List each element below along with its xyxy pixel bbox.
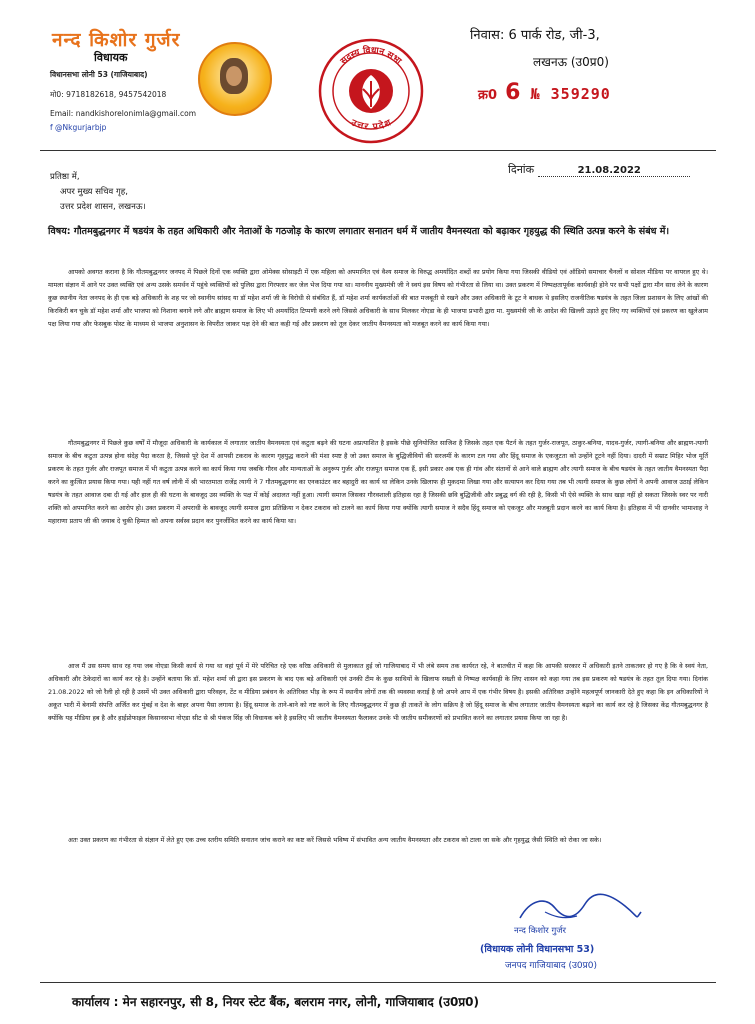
mla-portrait-logo: [198, 42, 272, 116]
recipient-block: [50, 170, 146, 215]
header-divider: [40, 150, 716, 151]
constituency: विधानसभा लोनी 53 (गाजियाबाद): [50, 70, 148, 79]
body-paragraph: गौतमबुद्धनगर में पिछले कुछ वर्षों में मौजूदा अधिकारी के कार्यकाल में लगातार जातीय वैमनस्यता एवं कटुता बढ़ने की घटना अप्रत्याशित है इसके पीछे सुनियोजित साजिश है जिसके तहत एक पैटर्न के तहत गुर्जर-राजपूत, ठाकुर-बनिया, यादव-गुर्जर, त्यागी-बनिया और ब्राह्मण-त्यागी समाज के बीच कटुता उत्पन्न होना संदेह पैदा करता है, जिससे पूरे देश में आपसी टकराव के कारण गृहयुद्ध कराने की मंशा स्पष्ट है जो उक्त समाज के बुद्धिजीवियों की सरजमीं के कारण टल गया और हिंदू समाज के एकजुटता को उन्होंने टूटने नहीं दिया। दादरी में सम्राट मिहिर भोज मूर्ति प्रकरण के तहत गुर्जर और राजपूत समाज में भी कटुता उत्पन्न करने का कार्य किया गया जबकि गौरव और मान्यताओं के अनुरूप गुर्जर और राजपूत समाज एक हैं, इसी प्रकार अब एक ही गांव और संतानों से आने वाले ब्राह्मण और त्यागी समाज के बीच षडयंत्र के तहत जातीय वैमनस्यता पैदा करने का कुत्सित प्रयास किया गया। यही नहीं गत वर्ष लोनी में श्री भारतमाता राजेंद्र त्यागी ने 7 गौतमबुद्धनगर का एनकाउंटर कर बहादुरी का कार्य था लेकिन उनके खिलाफ ही मुकदमा लिखा गया और सत्यापन कर दिया गया तब भी त्यागी समाज के कुछ लोगों ने अपनी आवाज उठाई लेकिन षडयंत्र के तहत आवाज दबा दी गई और हाल ही की घटना के बावजूद उस व्यक्ति के पक्ष में कोई अदालत नहीं हुआ। त्यागी समाज जिसका गौरवशाली इतिहास रहा है जिसकी छवि बुद्धिजीवी और प्रबुद्ध वर्ग की रही है, किसी भी ऐसे व्यक्ति के साथ खड़ा नहीं हो सकता जिसके स्वर पर नारी शक्ति को अपमानित करने का आरोप हो। उक्त प्रकरण में अपराधी के बावजूद त्यागी समाज द्वारा प्रतिक्रिया न देकर टकराव को टालने का कार्य किया गया क्योंकि त्यागी समाज ने सदैव हिंदू समाज को एकजुट और मजबूती प्रदान करने का कार्य किया है। इतिहास में भी दानवीर भामाशाह ने महाराणा प्रताप जी की जयाब दे चुकी हिम्मत को अपना सर्वस्व प्रदान कर पुनर्जीवित करने का कार्य किया था।: [48, 439, 708, 525]
email-address: Email: nandkishorelonimla@gmail.com: [50, 109, 197, 118]
seal-top-text: सदस्य विधान सभा: [338, 45, 403, 67]
social-handle: f @Nkgurjarbjp: [50, 123, 107, 132]
mobile-numbers: मो0: 9718182618, 9457542018: [50, 90, 167, 99]
body-paragraph: अतः उक्त प्रकरण का गंभीरता से संज्ञान में लेते हुए एक उच्च स्तरीय समिति सनातन जांच कराने का कष्ट करें जिससे भविष्य में संभावित अन्य जातीय वैमनस्यता और टकराव को टाला जा सके और गृहयुद्ध जैसी स्थिति को रोका जा सके।: [68, 836, 602, 844]
residence-address-line2: लखनऊ (उ0प्र0): [533, 55, 609, 69]
signature-name: नन्द किशोर गुर्जर: [514, 926, 567, 936]
svg-text:सदस्य विधान सभा: [338, 44, 403, 68]
portrait-face-icon: [220, 58, 248, 94]
serial-prefix: क्र0: [478, 88, 498, 103]
mla-name: नन्द किशोर गुर्जर: [52, 29, 181, 51]
date-value: 21.08.2022: [538, 165, 690, 177]
footer-divider: [40, 982, 716, 983]
residence-address-line1: निवास: 6 पार्क रोड, जी-3,: [470, 28, 600, 43]
date-block: [508, 162, 690, 177]
mla-role: विधायक: [94, 51, 128, 64]
signature-district: जनपद गाजियाबाद (उ0प्र0): [505, 961, 598, 971]
serial-series: 6: [505, 80, 521, 105]
serial-number: 359290: [550, 85, 611, 103]
signature-designation: (विधायक लोनी विधानसभा 53): [480, 944, 595, 955]
salutation: प्रतिष्ठा में,: [50, 172, 80, 182]
body-paragraph: आज मैं उस समय साथ रह गया जब नोएडा किसी कार्य से गया था वहां पूर्व में मेरे परिचित रहे एक वरिष्ठ अधिकारी से मुलाकात हुई जो गाजियाबाद में भी लंबे समय तक कार्यरत रहे, ने बातचीत में कहा कि आपकी सरकार में अधिकारी इतने ताकतवर हो गए है कि वे स्वयं नेता, अधिकारी और ठेकेदारों का कार्य कर रहे है। उन्होंने बताया कि डॉ. महेश शर्मा जी द्वारा इस प्रकरण के बाद एक बड़े अधिकारी एवं उनकी टीम के कुछ साथियों के खिलाफ सख्ती से निष्पक्ष कार्यवाही के लिए शासन को कहा गया तब इस प्रकरण को षडयंत्र के तहत तूल दिया गया। दिनांक 21.08.2022 को जो रैली हो रही है उसमें भी उक्त अधिकारी द्वारा परिवहन, टेंट व मीडिया प्रबंधन के अतिरिक्त भीड़ के रूप में स्थानीय लोगों तक की व्यवस्था कराई है जो अपने आप में एक गंभीर विषय है। इसकी अतिरिक्त उन्होंने महत्वपूर्ण जानकारी देते हुए कहा कि इन अधिकारियों ने अकूत भारी में बेनामी संपत्ति अर्जित कर मुंबई व देश के बाहर अपना पैसा लगाया है। हिंदू समाज के ताने-बाने को नष्ट करने के लिए गौतमबुद्धनगर में कुछ ही ताकतें के लोग सक्रिय है जो हिंदू समाज के बीच लगातार जातीय वैमनस्यता बढ़ाने का कार्य कर रहे है जिसका केंद्र गौतमबुद्धनगर है क्योंकि यह मीडिया हब है और हाईप्रोफाइल किसानसभा नोएडा सीट से श्री पंकज सिंह जी विधायक बने है इसलिए भी जातीय वैमनस्यता फैलाकर उनके भी जातीय समीकरणों को प्रभावित करने का लगातार प्रयास किया जा रहा है।: [48, 662, 708, 722]
office-address: कार्यालय : मेन सहारनपुर, सी 8, नियर स्टेट बैंक, बलराम नगर, लोनी, गाजियाबाद (उ0प्र0): [72, 995, 480, 1009]
recipient-title: अपर मुख्य सचिव गृह,: [60, 187, 128, 197]
recipient-office: उत्तर प्रदेश शासन, लखनऊ।: [60, 202, 146, 212]
vidhan-sabha-seal: [317, 37, 425, 145]
seal-bottom-text: उत्तर प्रदेश: [349, 118, 393, 133]
svg-text:उत्तर प्रदेश: [348, 118, 393, 133]
serial-number-block: [478, 80, 611, 105]
serial-mark: №: [530, 85, 541, 103]
date-label: दिनांक: [508, 163, 535, 176]
letter-subject: विषय: गौतमबुद्धनगर में षडयंत्र के तहत अधिकारी और नेताओं के गठजोड़ के कारण लगातार सनातन धर्म में जातीय वैमनस्यता को बढ़ाकर गृहयुद्ध की स्थिति उत्पन्न करने के संबंध में।: [48, 226, 670, 237]
body-paragraph: आपको अवगत कराना है कि गौतमबुद्धनगर जनपद में पिछले दिनों एक व्यक्ति द्वारा ओमेक्स सोसाइटी में एक महिला को अपमानित एवं वैश्य समाज के विरुद्ध अमर्यादित शब्दों का प्रयोग किया गया जिसकी वीडियो एवं ऑडियो समाचार चैनलों व सोशल मीडिया पर वायरल हुए थे। मामला संज्ञान में आने पर उक्त व्यक्ति एवं अन्य उसके समर्थन में पहुंचे व्यक्तियों को पुलिस द्वारा गिरफ्तार कर जेल भेज दिया गया था। माननीय मुख्यमंत्री जी ने स्वयं इस विषय को गंभीरता से लिया था। उक्त प्रकरण में निष्पक्षतापूर्वक कार्यवाही होने पर सभी पक्षों द्वारा मौन साध लेने के कारण कुछ स्थानीय नेता जनपद के ही एक बड़े अधिकारी के शह पर जो स्थानीय सांसद या डॉ महेश शर्मा जी के विरोधी से संबंधित हैं, डॉ महेश शर्मा कार्यकर्ताओं की बात मजबूती से रखने और उक्त अधिकारी के टूट ने बाधक थे इसलिए राजनीतिक षडयंत्र के तहत जिला प्रशासन के लिए आंखों की किरकिरी बन चुके डॉ महेश शर्मा और भाजपा को निशाना बनाने लगे और ब्राह्मण समाज के लिए भी अमर्यादित टिप्पणी करने लगे जिससे अधिकारी के साथ मिलकर नोएडा के ही भाजपा प्रभारी द्वारा मा. मुख्यमंत्री जी के आदेश की खिल्ली उड़ाते हुए लिए गए व्यक्तियों एवं प्रकरण का खुलेआम पक्ष लिया गया और फेसबुक पोस्ट के माध्यम से भाजपा अनुशासन के विपरीत जाकर पक्ष देने की बात कही गई और प्रकरण को तूल देकर जातीय वैमनस्यता को मजबूत करने का कार्य किया गया।: [48, 268, 708, 328]
